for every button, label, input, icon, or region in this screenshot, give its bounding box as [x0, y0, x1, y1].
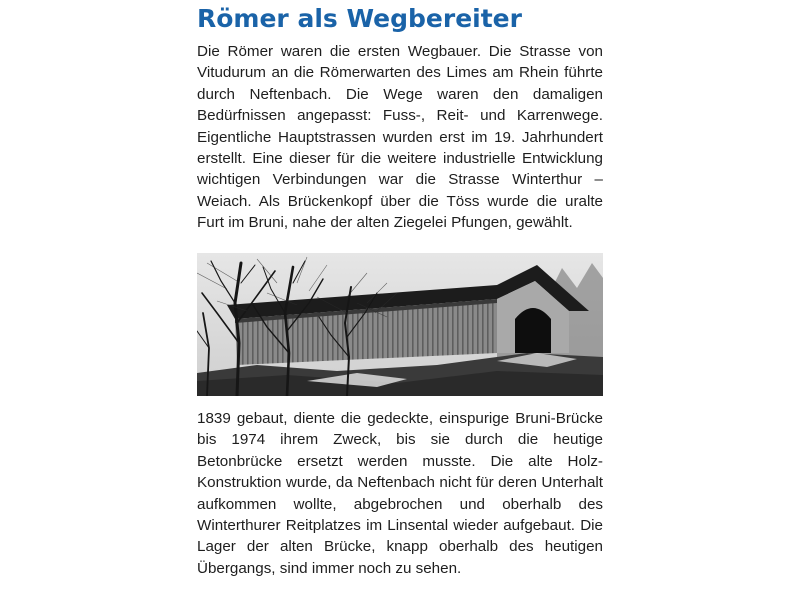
history-paragraph: 1839 gebaut, diente die gedeckte, einspurige Bruni-Brücke bis 1974 ihrem Zweck, bis sie durch die heutige Betonbrücke ersetzt werden musste. Die alte Holz-Konstruktion wurde, da Neftenbach nicht für deren Unterhalt aufkommen wollte, abgebrochen und oberhalb des Winterthurer Reitplatzes im Linsental wieder aufgebaut. Die Lager der alten Brücke, knapp oberhalb des heutigen Übergangs, sind immer noch zu sehen. — [197, 410, 603, 577]
intro-paragraph: Die Römer waren die ersten Wegbauer. Die Strasse von Vitudurum an die Römerwarten des Limes am Rhein führte durch Neftenbach. Die Wege waren den damaligen Bedürfnissen angepasst: Fuss-, Reit- und Karrenwege. Eigentliche Hauptstrassen wurden erst im 19. Jahrhundert erstellt. Eine dieser für die weitere industrielle Entwicklung wichtigen Verbindungen war die Strasse Winterthur – Weiach. Als Brückenkopf über die Töss wurde die uralte Furt im Bruni, nahe der alten Ziegelei Pfungen, gewählt. — [197, 43, 603, 232]
article-title: Römer als Wegbereiter — [197, 4, 522, 33]
covered-bridge-photo — [197, 253, 603, 396]
